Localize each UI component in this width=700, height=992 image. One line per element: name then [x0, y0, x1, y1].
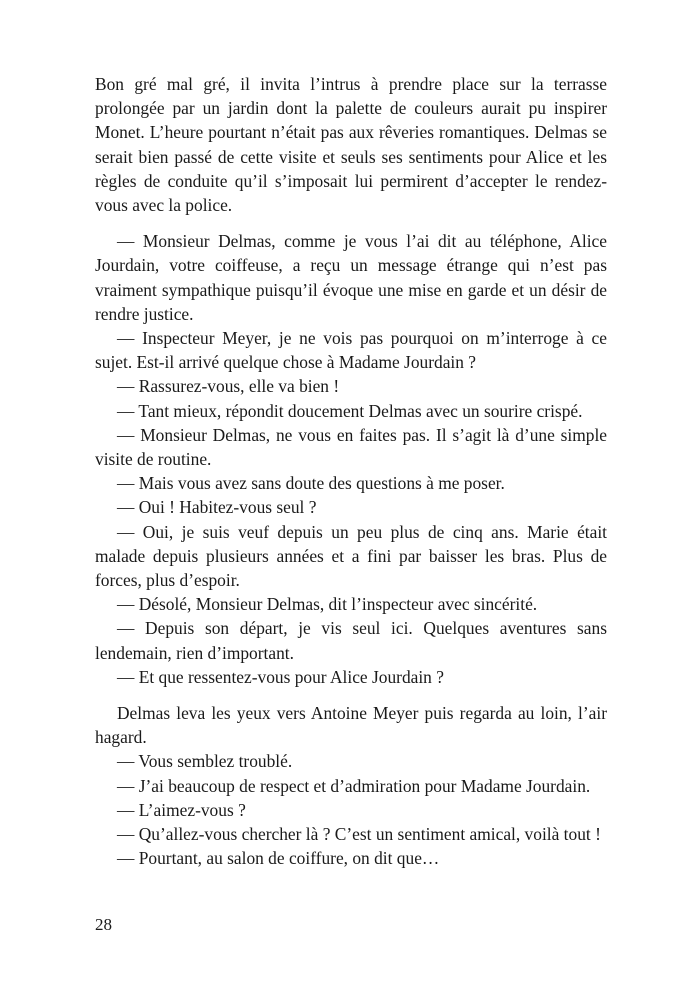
narrative-paragraph-1: Bon gré mal gré, il invita l’intrus à prendre place sur la terrasse prolongée par un jardin dont la palette de couleurs aurait pu inspirer Monet. L’heure pourtant n’était pas aux rêveries romantiques. Delmas se serait bien passé de cette visite et seuls ses sentiments pour Alice et les règles de conduite qu’il s’imposait lui permirent d’accepter le rendez-vous avec la police. [95, 74, 607, 216]
narrative-paragraph-2: Delmas leva les yeux vers Antoine Meyer puis regarda au loin, l’air hagard. [95, 703, 607, 748]
dialogue-line-4: — Tant mieux, répondit doucement Delmas avec un sourire crispé. [117, 400, 583, 421]
dialogue-line-14: — L’aimez-vous ? [117, 799, 246, 820]
dialogue-line-1: — Monsieur Delmas, comme je vous l’ai dit au téléphone, Alice Jourdain, votre coiffeuse, a reçu un message étrange qui n’est pas vraiment sympathique puisqu’il évoque une mise en garde et un désir de rendre justice. [95, 231, 607, 324]
dialogue-line-16: — Pourtant, au salon de coiffure, on dit que… [117, 848, 440, 869]
dialogue-line-11: — Et que ressentez-vous pour Alice Jourdain ? [117, 666, 444, 687]
dialogue-line-6: — Mais vous avez sans doute des questions à me poser. [117, 473, 505, 494]
page-body [95, 72, 607, 871]
dialogue-line-10: — Depuis son départ, je vis seul ici. Quelques aventures sans lendemain, rien d’important. [95, 618, 607, 663]
dialogue-line-2: — Inspecteur Meyer, je ne vois pas pourquoi on m’interroge à ce sujet. Est-il arrivé quelque chose à Madame Jourdain ? [95, 328, 607, 373]
dialogue-line-15: — Qu’allez-vous chercher là ? C’est un sentiment amical, voilà tout ! [117, 824, 601, 845]
dialogue-line-3: — Rassurez-vous, elle va bien ! [117, 376, 340, 397]
dialogue-line-13: — J’ai beaucoup de respect et d’admiration pour Madame Jourdain. [117, 775, 591, 796]
dialogue-line-9: — Désolé, Monsieur Delmas, dit l’inspecteur avec sincérité. [117, 594, 538, 615]
dialogue-line-8: — Oui, je suis veuf depuis un peu plus de cinq ans. Marie était malade depuis plusieurs années et a fini par baisser les bras. Plus de forces, plus d’espoir. [95, 521, 607, 591]
dialogue-line-12: — Vous semblez troublé. [117, 751, 293, 772]
page-number: 28 [95, 915, 112, 934]
dialogue-line-7: — Oui ! Habitez-vous seul ? [117, 497, 317, 518]
dialogue-line-5: — Monsieur Delmas, ne vous en faites pas. Il s’agit là d’une simple visite de routine. [95, 424, 607, 470]
